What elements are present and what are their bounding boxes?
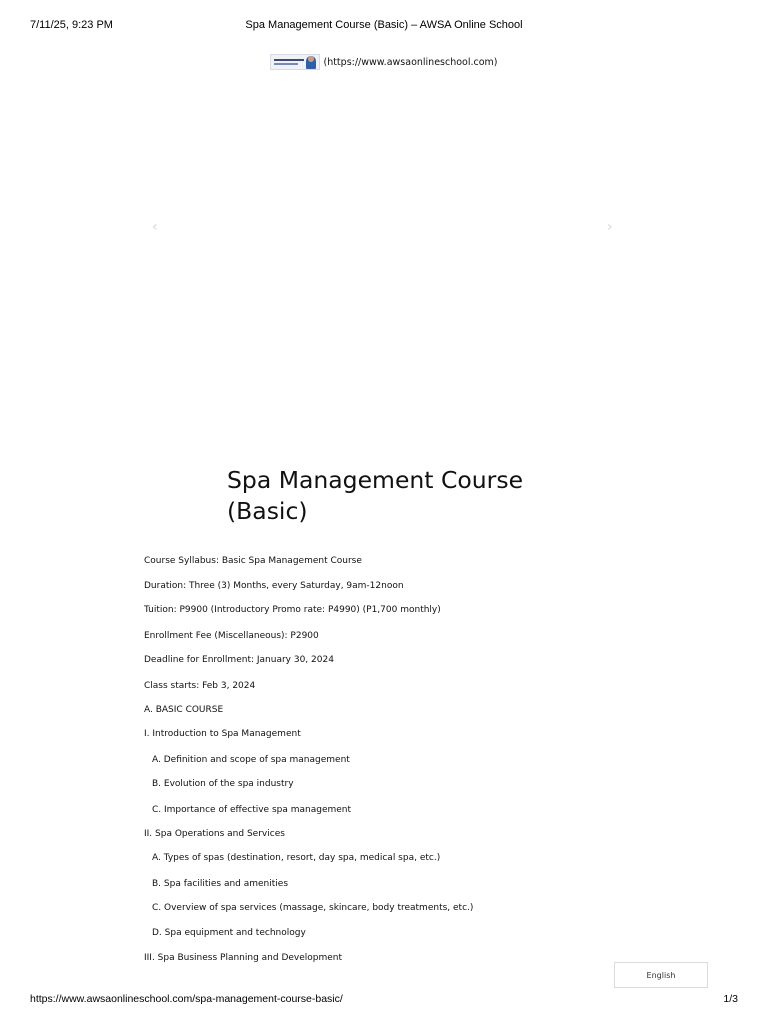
syllabus-line: A. Definition and scope of spa management	[152, 755, 350, 765]
site-logo-image[interactable]	[270, 54, 320, 70]
syllabus-line: III. Spa Business Planning and Development	[144, 953, 343, 963]
carousel-prev-icon[interactable]: ‹	[152, 219, 158, 235]
syllabus-line: Tuition: P9900 (Introductory Promo rate: P4990) (P1,700 monthly)	[144, 605, 441, 615]
syllabus-line: D. Spa equipment and technology	[152, 928, 306, 938]
syllabus-line: Enrollment Fee (Miscellaneous): P2900	[144, 631, 319, 641]
syllabus-line: II. Spa Operations and Services	[144, 829, 285, 839]
syllabus-line: B. Spa facilities and amenities	[152, 879, 289, 889]
print-page-number: 1/3	[723, 993, 738, 1005]
syllabus-line: C. Importance of effective spa management	[152, 805, 352, 815]
syllabus-line: A. BASIC COURSE	[144, 705, 224, 715]
language-selector-button[interactable]: English	[614, 962, 708, 988]
print-datetime: 7/11/25, 9:23 PM	[30, 19, 113, 31]
site-home-link[interactable]: (https://www.awsaonlineschool.com)	[323, 56, 498, 68]
syllabus-line: Course Syllabus: Basic Spa Management Course	[144, 556, 362, 566]
syllabus-line: A. Types of spas (destination, resort, day spa, medical spa, etc.)	[152, 853, 441, 863]
print-page-url: https://www.awsaonlineschool.com/spa-management-course-basic/	[30, 993, 343, 1005]
syllabus-line: C. Overview of spa services (massage, skincare, body treatments, etc.)	[152, 903, 474, 913]
syllabus-line: Deadline for Enrollment: January 30, 2024	[144, 655, 334, 665]
site-logo-row	[0, 54, 768, 70]
carousel-next-icon[interactable]: ›	[607, 219, 613, 235]
page-title: Spa Management Course (Basic)	[227, 466, 524, 525]
print-page-title: Spa Management Course (Basic) – AWSA Online School	[245, 19, 523, 31]
syllabus-line: I. Introduction to Spa Management	[144, 729, 301, 739]
syllabus-line: B. Evolution of the spa industry	[152, 779, 294, 789]
syllabus-line: Duration: Three (3) Months, every Saturday, 9am-12noon	[144, 581, 404, 591]
syllabus-line: Class starts: Feb 3, 2024	[144, 681, 256, 691]
